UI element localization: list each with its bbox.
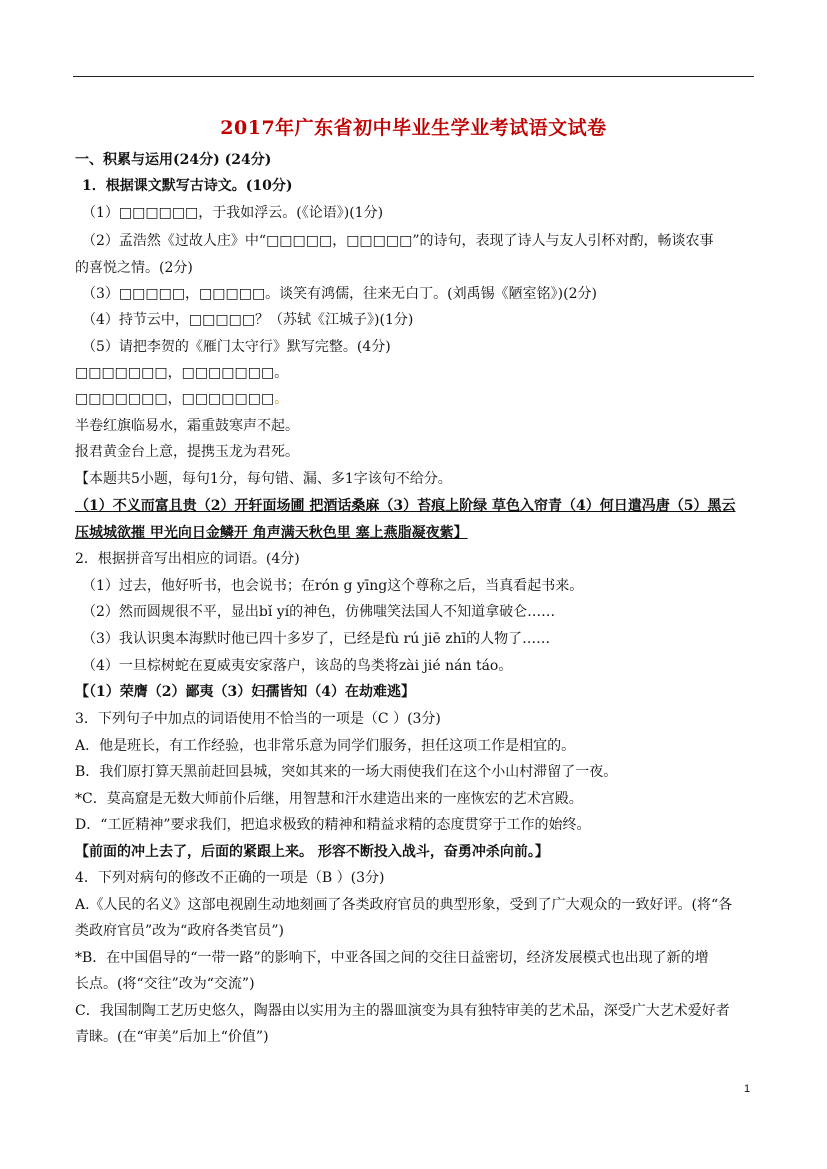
question-4-heading: 4．下列对病句的修改不正确的一项是（B ）(3分): [75, 870, 385, 886]
question-4-option-b-1: *B．在中国倡导的“一带一路”的影响下，中亚各国之间的交往日益密切，经济发展模式也出现了新的增: [75, 950, 709, 966]
question-3-option-c: *C．莫高窟是无数大师前仆后继，用智慧和汗水建造出来的一座恢宏的艺术宫殿。: [75, 791, 583, 807]
question-1-item-3: （3）□□□□□，□□□□□。谈笑有鸿儒，往来无白丁。(刘禹锡《陋室铭》)(2分): [82, 286, 597, 302]
question-1-heading: 1．根据课文默写古诗文。(10分): [82, 178, 293, 194]
question-2-heading: 2．根据拼音写出相应的词语。(4分): [75, 551, 300, 567]
question-4-option-c-2: 青睐。(在“审美”后加上“价值”): [75, 1029, 269, 1045]
answer-3: 【前面的冲上去了，后面的紧跟上来。 形容不断投入战斗，奋勇冲杀向前。】: [75, 844, 549, 860]
answer-1-line-2: 压城城欲摧 甲光向日金鳞开 角声满天秋色里 塞上燕脂凝夜紫】: [75, 525, 468, 541]
page-title: 2017年广东省初中毕业生学业考试语文试卷: [220, 117, 607, 139]
poem-line-2-text: □□□□□□□，□□□□□□□: [75, 391, 275, 407]
poem-line-2-end: 。: [274, 391, 289, 407]
question-4-option-a-1: A.《人民的名义》这部电视剧生动地刻画了各类政府官员的典型形象，受到了广大观众的一致好评。(将“各: [75, 897, 733, 913]
question-2-item-3: （3）我认识奥本海默时他已四十多岁了，已经是fù rú jiē zhī的人物了……: [82, 631, 551, 647]
poem-line-2: [75, 389, 765, 409]
question-3-option-a: A．他是班长，有工作经验，也非常乐意为同学们服务，担任这项工作是相宜的。: [75, 738, 576, 754]
answer-1-line-1: （1）不义而富且贵（2）开轩面场圃 把酒话桑麻（3）苔痕上阶绿 草色入帘青（4）何日遣冯唐（5）黑云: [75, 498, 736, 514]
question-3-option-d: D．“工匠精神”要求我们，把追求极致的精神和精益求精的态度贯穿于工作的始终。: [75, 817, 591, 833]
answer-2: 【（1）荣膺（2）鄙夷（3）妇孺皆知（4）在劫难逃】: [75, 684, 415, 700]
question-1-item-1: （1）□□□□□□，于我如浮云。(《论语》)(1分): [82, 205, 384, 221]
question-4-option-a-2: 类政府官员”改为“政府各类官员”): [75, 923, 284, 939]
question-1-item-2a: （2）孟浩然《过故人庄》中“□□□□□，□□□□□”的诗句，表现了诗人与友人引杯对酌，畅谈农事: [82, 233, 714, 249]
header-rule: [73, 76, 754, 77]
question-4-option-c-1: C．我国制陶工艺历史悠久，陶器由以实用为主的器皿演变为具有独特审美的艺术品，深受广大艺术爱好者: [75, 1003, 730, 1019]
question-2-item-4: （4）一旦棕树蛇在夏威夷安家落户，该岛的鸟类将zài jié nán táo。: [82, 658, 513, 674]
question-4-option-b-2: 长点。(将“交往”改为“交流”): [75, 976, 255, 992]
section-heading: 一、积累与运用(24分) (24分): [75, 152, 272, 168]
poem-line-3: 半卷红旗临易水，霜重鼓寒声不起。: [75, 418, 299, 434]
question-3-heading: 3．下列句子中加点的词语使用不恰当的一项是（C ）(3分): [75, 711, 441, 727]
poem-line-1: □□□□□□□，□□□□□□□。: [75, 365, 289, 381]
question-1-item-2b: 的喜悦之情。(2分): [75, 260, 193, 276]
question-2-item-2: （2）然而圆规很不平，显出bǐ yí的神色，仿佛嗤笑法国人不知道拿破仑……: [82, 604, 556, 620]
question-1-item-4: （4）持节云中，□□□□□？（苏轼《江城子》)(1分): [82, 312, 414, 328]
page-number: 1: [744, 1083, 751, 1095]
scoring-note: 【本题共5小题，每句1分，每句错、漏、多1字该句不给分。: [75, 471, 452, 487]
question-2-item-1: （1）过去，他好听书，也会说书；在rón g yīng这个尊称之后，当真看起书来。: [82, 578, 584, 594]
question-1-item-5: （5）请把李贺的《雁门太守行》默写完整。(4分): [82, 339, 391, 355]
poem-line-4: 报君黄金台上意，提携玉龙为君死。: [75, 444, 299, 460]
question-3-option-b: B．我们原打算天黑前赶回县城，突如其来的一场大雨使我们在这个小山村滞留了一夜。: [75, 764, 618, 780]
